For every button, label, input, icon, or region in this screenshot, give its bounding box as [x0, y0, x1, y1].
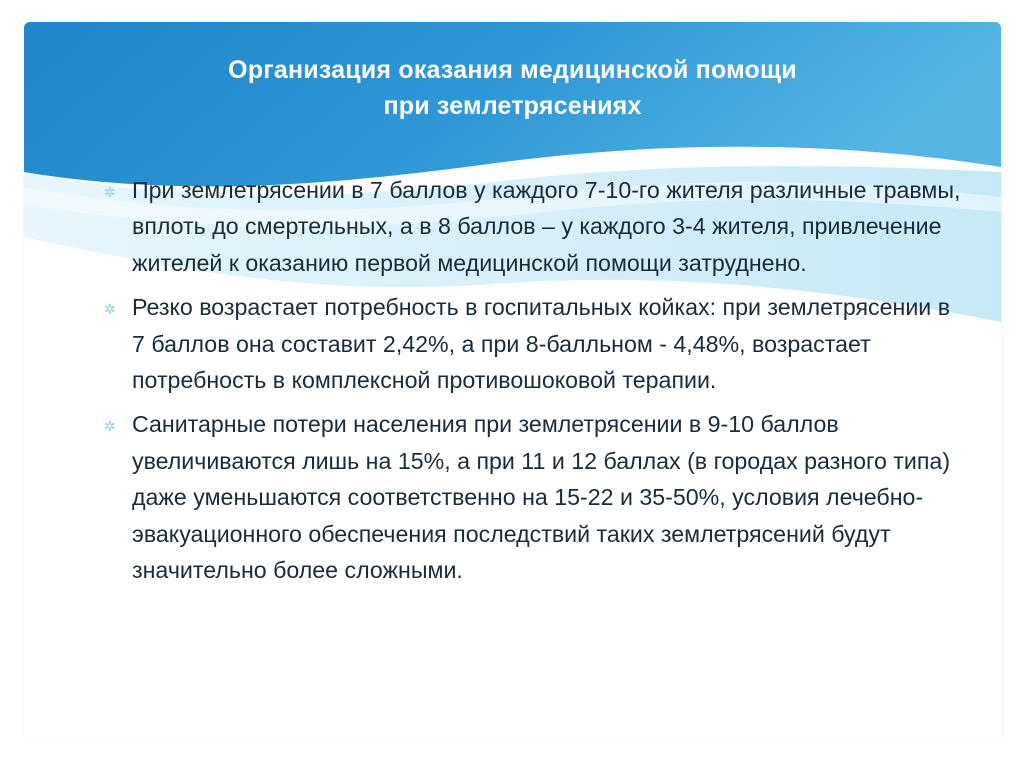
bullet-text-2: Резко возрастает потребность в госпитальных койках: при землетрясении в 7 баллов она составит 2,42%, а при 8-балльном - 4,48%, возрастает потребность в комплексной противошоковой терапии. [132, 294, 951, 394]
asterisk-bullet-icon: ✲ [104, 301, 116, 318]
bullet-item-2 [104, 289, 964, 398]
asterisk-bullet-icon: ✲ [104, 184, 116, 200]
slide-title [24, 52, 1001, 124]
asterisk-bullet-icon: ✲ [104, 418, 116, 435]
bullet-item-3 [104, 406, 964, 588]
bullet-text-1: При землетрясении в 7 баллов у каждого 7-10-го жителя различные травмы, вплоть до смертельных, а в 8 баллов – у каждого 3-4 жителя, привлечение жителей к оказанию первой медицинской помощи затруднено. [132, 177, 961, 276]
bullet-text-3: Санитарные потери населения при землетрясении в 9-10 баллов увеличиваются лишь на 15%, а при 11 и 12 баллах (в городах разного типа) даже уменьшаются соответственно на 15-22 и 35-50%, условия лечебно-эвакуационного обеспечения последствий таких землетрясений будут значительно более сложными. [132, 411, 951, 584]
slide [24, 22, 1001, 740]
slide-title-line-2: при землетрясениях [383, 92, 642, 120]
bullet-item-1 [104, 172, 964, 281]
slide-title-line-1: Организация оказания медицинской помощи [228, 56, 797, 84]
bullet-list [104, 172, 964, 596]
